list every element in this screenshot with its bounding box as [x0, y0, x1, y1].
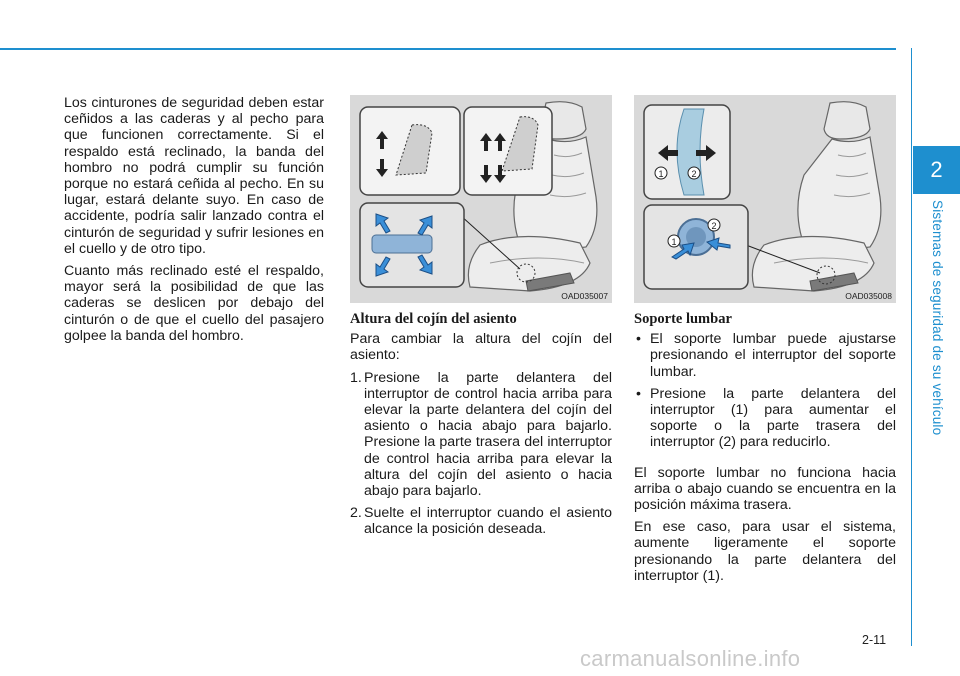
list-item [634, 331, 896, 380]
paragraph: Los cinturones de seguridad deben estar ceñidos a las caderas y al pecho para que funcionen correctamente. Si el respaldo está reclinado, la banda del hombro no podrá cumplir su función porque no estará ceñida al pecho. En su lugar, estará delante suyo. En caso de accidente, podría salir lanzado contra el cinturón de seguridad y sufrir lesiones en el cuello y de otro tipo. [64, 95, 324, 257]
figure-seat-cushion-height [350, 95, 612, 303]
seat-height-illustration [350, 95, 612, 303]
paragraph: Cuanto más reclinado esté el respaldo, mayor será la posibilidad de que las caderas se deslicen por debajo del cinturón o de que el cuello del pasajero golpee la banda del hombro. [64, 263, 324, 344]
figure-code: OAD035008 [845, 291, 892, 301]
paragraph: El soporte lumbar no funciona hacia arriba o abajo cuando se encuentra en la posición máxima trasera. [634, 464, 896, 514]
paragraph: En ese caso, para usar el sistema, aumente ligeramente el soporte presionando la parte delantera del interruptor (1). [634, 519, 896, 584]
step-text: Suelte el interruptor cuando el asiento alcance la posición deseada. [364, 505, 612, 538]
step-number: 1. [350, 369, 362, 386]
figure-code: OAD035007 [561, 291, 608, 301]
list-item [634, 386, 896, 451]
lumbar-illustration [634, 95, 896, 303]
bullet-icon: • [636, 385, 641, 402]
inset-control-switch [360, 203, 464, 287]
section-heading-cushion-height: Altura del cojín del asiento [350, 311, 517, 327]
seat-icon [746, 102, 881, 291]
column-2 [350, 311, 612, 544]
list-item [350, 505, 612, 537]
column-3 [634, 311, 896, 590]
marker-2: 2 [711, 221, 717, 231]
paragraph: Para cambiar la altura del cojín del asiento: [350, 331, 612, 364]
inset-tilt-front [360, 107, 460, 195]
bullet-text: El soporte lumbar puede ajustarse presionando el interruptor del soporte lumbar. [650, 331, 896, 380]
figure-lumbar-support [634, 95, 896, 303]
section-heading-lumbar: Soporte lumbar [634, 311, 732, 327]
marker-1: 1 [671, 237, 677, 247]
step-number: 2. [350, 505, 362, 522]
list-item [350, 370, 612, 500]
step-text: Presione la parte delantera del interruptor de control hacia arriba para elevar la parte delantera del cojín del asiento o hacia abajo para bajarlo. Presione la parte trasera del interruptor de control hacia arriba para elevar la altura del cojín del asiento o hacia abajo para bajarlo. [364, 369, 612, 500]
bullet-icon: • [636, 331, 641, 348]
watermark: carmanualsonline.info [580, 646, 801, 671]
inset-lumbar-switch [644, 205, 748, 289]
inset-raise-whole [464, 107, 552, 195]
side-rule [911, 48, 912, 646]
column-1 [64, 95, 324, 350]
chapter-number-tab[interactable]: 2 [913, 146, 960, 194]
marker-1: 1 [658, 169, 664, 179]
bullet-text: Presione la parte delantera del interruptor (1) para aumentar el soporte o la parte trasera del interruptor (2) para reducirlo. [650, 385, 896, 451]
marker-2: 2 [691, 169, 697, 179]
chapter-title: Sistemas de seguridad de su vehículo [930, 200, 945, 436]
header-rule [0, 48, 896, 50]
page-number: 2-11 [862, 633, 887, 647]
inset-backrest-lumbar [644, 105, 730, 199]
